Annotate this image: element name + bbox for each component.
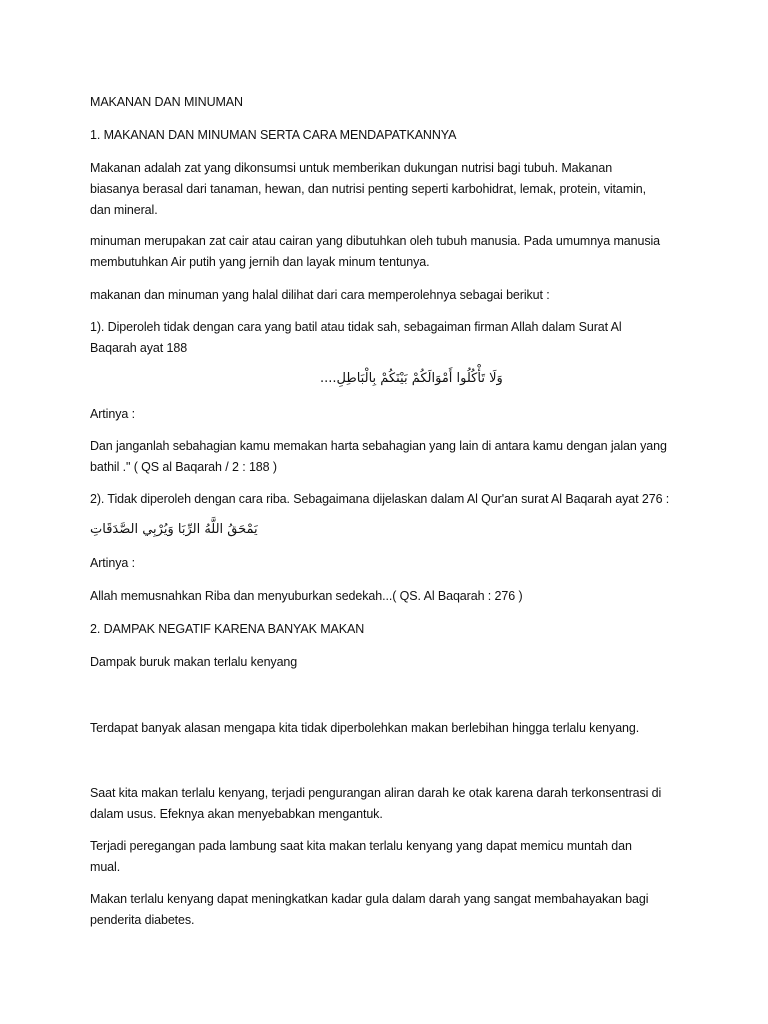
dampak-heading: Dampak buruk makan terlalu kenyang <box>90 655 298 669</box>
arabic-verse-2: يَمْحَقُ اللَّهُ الرِّبَا وَيُرْبِي الصَّدَقَاتِ <box>90 522 258 537</box>
paragraph-makanan: Makanan adalah zat yang dikonsumsi untuk memberikan dukungan nutrisi bagi tubuh. Makanan biasanya berasal dari tanaman, hewan, dan nutrisi penting seperti karbohidrat, lemak, protein, vitamin, dan mineral. <box>90 161 646 217</box>
arabic-verse-1: وَلَا تَأْكُلُوا أَمْوَالَكُمْ بَيْنَكُمْ بِالْبَاطِلِ.... <box>320 371 503 386</box>
point-2: 2). Tidak diperoleh dengan cara riba. Sebagaimana dijelaskan dalam Al Qur'an surat Al Baqarah ayat 276 : <box>90 492 670 506</box>
paragraph-gula-darah: Makan terlalu kenyang dapat meningkatkan kadar gula dalam darah yang sangat membahayakan bagi penderita diabetes. <box>90 892 649 927</box>
paragraph-alasan: Terdapat banyak alasan mengapa kita tidak diperbolehkan makan berlebihan hingga terlalu kenyang. <box>90 721 640 735</box>
section-1-heading: 1. MAKANAN DAN MINUMAN SERTA CARA MENDAPATKANNYA <box>90 128 457 142</box>
paragraph-aliran-darah: Saat kita makan terlalu kenyang, terjadi pengurangan aliran darah ke otak karena darah terkonsentrasi di dalam usus. Efeknya akan menyebabkan mengantuk. <box>90 786 662 821</box>
translation-1: Dan janganlah sebahagian kamu memakan harta sebahagian yang lain di antara kamu dengan jalan yang bathil ." ( QS al Baqarah / 2 : 188 ) <box>90 439 667 474</box>
paragraph-minuman: minuman merupakan zat cair atau cairan yang dibutuhkan oleh tubuh manusia. Pada umumnya manusia membutuhkan Air putih yang jernih dan layak minum tentunya. <box>90 234 661 269</box>
document-title: MAKANAN DAN MINUMAN <box>90 95 243 109</box>
translation-2: Allah memusnahkan Riba dan menyuburkan sedekah...( QS. Al Baqarah : 276 ) <box>90 589 523 603</box>
paragraph-halal: makanan dan minuman yang halal dilihat dari cara memperolehnya sebagai berikut : <box>90 288 550 302</box>
section-2-heading: 2. DAMPAK NEGATIF KARENA BANYAK MAKAN <box>90 622 365 636</box>
artinya-label-2: Artinya : <box>90 556 135 570</box>
point-1: 1). Diperoleh tidak dengan cara yang batil atau tidak sah, sebagaiman firman Allah dalam Surat Al Baqarah ayat 188 <box>90 320 622 355</box>
artinya-label-1: Artinya : <box>90 407 135 421</box>
paragraph-lambung: Terjadi peregangan pada lambung saat kita makan terlalu kenyang yang dapat memicu muntah dan mual. <box>90 839 632 874</box>
